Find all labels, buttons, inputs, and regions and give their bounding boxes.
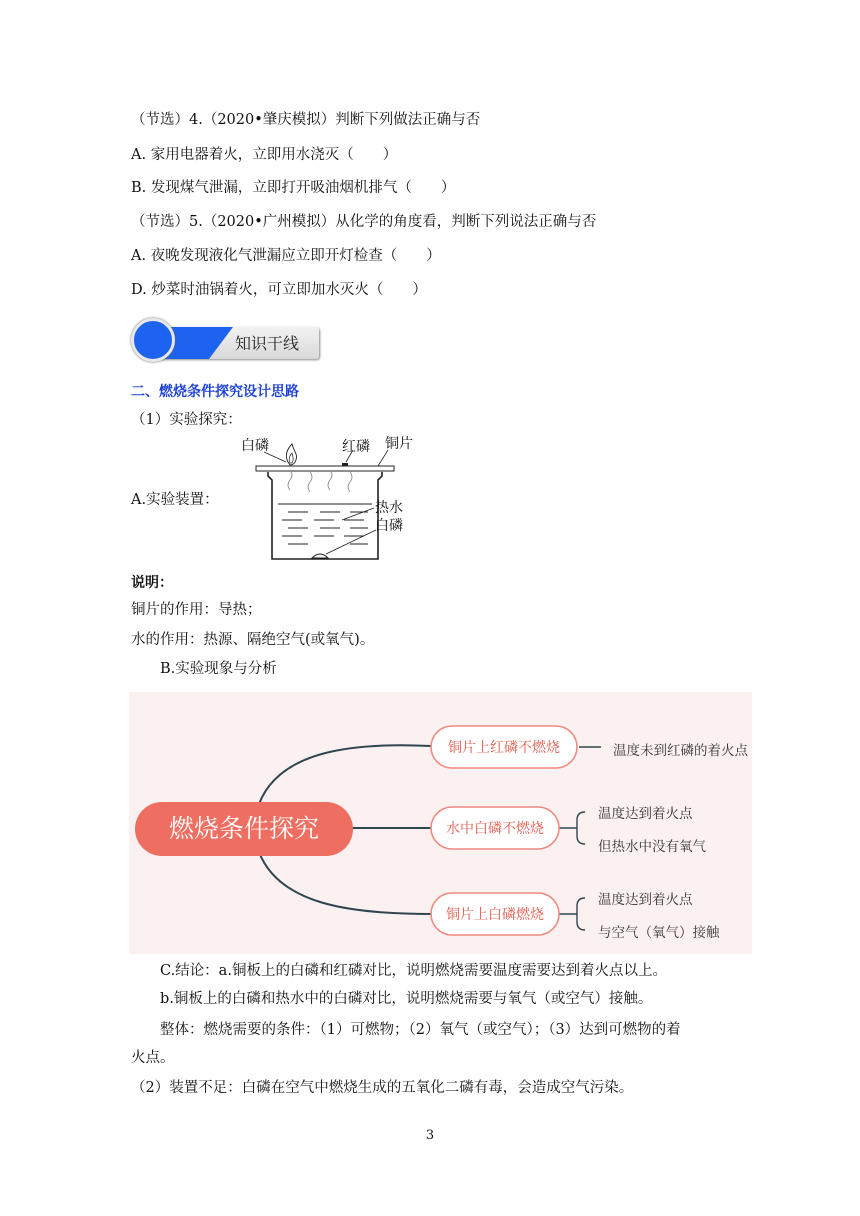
label-white-phosphorus-top: 白磷 bbox=[241, 438, 269, 454]
conclusion-c: C.结论：a.铜板上的白磷和红磷对比，说明燃烧需要温度需要达到着火点以上。 bbox=[160, 963, 667, 979]
copper-role: 铜片的作用：导热； bbox=[131, 602, 262, 618]
conclusion-b: b.铜板上的白磷和热水中的白磷对比，说明燃烧需要与氧气（或空气）接触。 bbox=[160, 991, 653, 1007]
conclusion-overall-1: 整体：燃烧需要的条件：（1）可燃物；（2）氧气（或空气）；（3）达到可燃物的着 bbox=[160, 1022, 681, 1038]
mindmap-center-label: 燃烧条件探究 bbox=[168, 814, 319, 843]
analysis-label: B.实验现象与分析 bbox=[160, 661, 277, 677]
mindmap bbox=[129, 692, 752, 954]
label-hot-water: 热水 bbox=[375, 500, 403, 516]
experiment-subheading: （1）实验探究： bbox=[131, 412, 242, 428]
q5-option-a: A. 夜晚发现液化气泄漏应立即开灯检查（ ） bbox=[131, 248, 441, 264]
q4-option-b: B. 发现煤气泄漏，立即打开吸油烟机排气（ ） bbox=[131, 180, 456, 196]
badge-circle-icon bbox=[131, 318, 175, 362]
apparatus-label: A.实验装置： bbox=[131, 492, 219, 508]
mindmap-branch-1-label: 铜片上红磷不燃烧 bbox=[448, 740, 560, 756]
conclusion-overall-2: 火点。 bbox=[131, 1050, 175, 1066]
knowledge-trunk-badge bbox=[131, 318, 319, 364]
q5-option-d: D. 炒菜时油锅着火，可立即加水灭火（ ） bbox=[131, 282, 427, 298]
copper-plate bbox=[256, 466, 394, 471]
mindmap-branch-3-label: 铜片上白磷燃烧 bbox=[446, 907, 544, 923]
mindmap-branch-3-note-2: 与空气（氧气）接触 bbox=[598, 925, 720, 941]
explain-title: 说明： bbox=[131, 575, 173, 591]
white-phosphorus-bottom bbox=[312, 554, 328, 558]
page-number: 3 bbox=[425, 1128, 435, 1143]
device-shortcoming: （2）装置不足：白磷在空气中燃烧生成的五氧化二磷有毒，会造成空气污染。 bbox=[131, 1080, 634, 1096]
section-heading: 二、燃烧条件探究设计思路 bbox=[131, 384, 299, 400]
mindmap-branch-2-note-1: 温度达到着火点 bbox=[598, 806, 693, 822]
label-copper: 铜片 bbox=[385, 436, 413, 452]
water-role: 水的作用：热源、隔绝空气(或氧气)。 bbox=[131, 632, 375, 648]
q4-title: （节选）4.（2020•肇庆模拟）判断下列做法正确与否 bbox=[131, 112, 481, 128]
q5-title: （节选）5.（2020•广州模拟）从化学的角度看，判断下列说法正确与否 bbox=[131, 214, 597, 230]
red-phosphorus-mark bbox=[342, 463, 348, 466]
q4-option-a: A. 家用电器着火，立即用水浇灭（ ） bbox=[131, 147, 398, 163]
label-red-phosphorus: 红磷 bbox=[342, 439, 370, 455]
mindmap-branch-1-note-1: 温度未到红磷的着火点 bbox=[613, 743, 748, 759]
mindmap-branch-2-label: 水中白磷不燃烧 bbox=[446, 821, 544, 837]
label-white-phosphorus-bottom: 白磷 bbox=[375, 518, 403, 534]
badge-label: 知识干线 bbox=[235, 334, 300, 353]
mindmap-branch-3-note-1: 温度达到着火点 bbox=[598, 892, 693, 908]
mindmap-branch-2-note-2: 但热水中没有氧气 bbox=[598, 839, 706, 855]
